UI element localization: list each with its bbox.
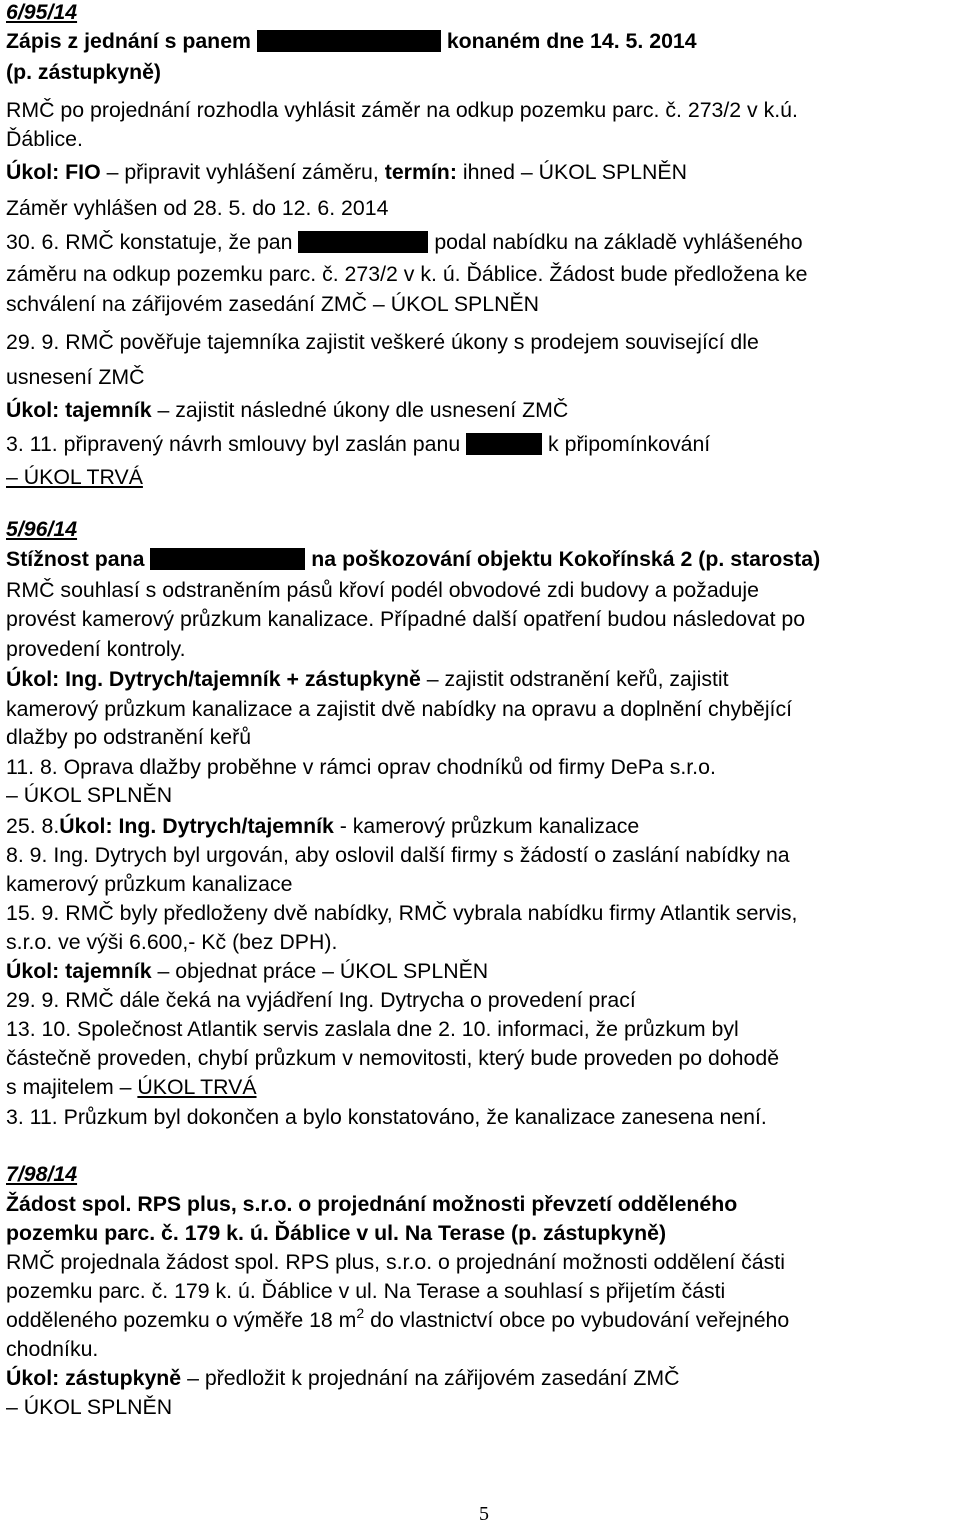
paragraph-line: pozemku parc. č. 179 k. ú. Ďáblice v ul. Na Terase a souhlasí s přijetím části bbox=[6, 1279, 726, 1303]
paragraph-line: 13. 10. Společnost Atlantik servis zaslala dne 2. 10. informaci, že průzkum byl bbox=[6, 1017, 739, 1041]
task-text: – zajistit odstranění keřů, zajistit bbox=[420, 667, 729, 691]
task-text: - kamerový průzkum kanalizace bbox=[333, 814, 640, 838]
paragraph-line bbox=[6, 432, 710, 456]
section-title bbox=[6, 29, 697, 53]
section-title bbox=[6, 547, 820, 571]
task-label: Úkol: Ing. Dytrych/tajemník + zástupkyně bbox=[6, 667, 421, 691]
paragraph-line: schválení na zářijovém zasedání ZMČ – ÚKOL SPLNĚN bbox=[6, 292, 540, 316]
status-line: – ÚKOL TRVÁ bbox=[6, 465, 143, 489]
paragraph-line: RMČ projednala žádost spol. RPS plus, s.r.o. o projednání možnosti oddělení části bbox=[6, 1250, 785, 1274]
deadline-label: termín: bbox=[384, 160, 457, 184]
task-label: Úkol: Ing. Dytrych/tajemník bbox=[59, 814, 334, 838]
paragraph-line: záměru na odkup pozemku parc. č. 273/2 v k. ú. Ďáblice. Žádost bude předložena ke bbox=[6, 262, 808, 286]
redacted-name bbox=[466, 433, 542, 455]
paragraph-line: 11. 8. Oprava dlažby proběhne v rámci oprav chodníků od firmy DePa s.r.o. bbox=[6, 755, 716, 779]
task-line bbox=[6, 1366, 680, 1390]
paragraph-line: usnesení ZMČ bbox=[6, 365, 145, 389]
paragraph-line: dlažby po odstranění keřů bbox=[6, 725, 252, 749]
paragraph-line: RMČ po projednání rozhodla vyhlásit záměr na odkup pozemku parc. č. 273/2 v k.ú. bbox=[6, 98, 798, 122]
paragraph-line bbox=[6, 1305, 790, 1332]
section-number: 5/96/14 bbox=[6, 517, 78, 541]
task-line bbox=[6, 814, 639, 838]
paragraph-line: Záměr vyhlášen od 28. 5. do 12. 6. 2014 bbox=[6, 196, 389, 220]
text-part: 3. 11. připravený návrh smlouvy byl zaslán panu bbox=[6, 432, 461, 456]
task-line bbox=[6, 667, 729, 691]
paragraph-line: kamerový průzkum kanalizace bbox=[6, 872, 293, 896]
redacted-name bbox=[257, 30, 441, 52]
task-text: – zajistit následné úkony dle usnesení ZMČ bbox=[151, 398, 569, 422]
text-part: s majitelem – bbox=[6, 1075, 138, 1099]
paragraph-line: Ďáblice. bbox=[6, 127, 83, 151]
status-line: – ÚKOL SPLNĚN bbox=[6, 783, 173, 807]
paragraph-line: kamerový průzkum kanalizace a zajistit dvě nabídky na opravu a doplnění chybějící bbox=[6, 697, 793, 721]
text-part: 30. 6. RMČ konstatuje, že pan bbox=[6, 230, 293, 254]
paragraph-line bbox=[6, 230, 803, 254]
section-subtitle: (p. zástupkyně) bbox=[6, 60, 162, 84]
section-number: 6/95/14 bbox=[6, 0, 78, 24]
paragraph-line: 15. 9. RMČ byly předloženy dvě nabídky, RMČ vybrala nabídku firmy Atlantik servis, bbox=[6, 901, 798, 925]
redacted-name bbox=[150, 548, 305, 570]
task-label: Úkol: tajemník bbox=[6, 959, 152, 983]
paragraph-line: částečně proveden, chybí průzkum v nemovitosti, který bude proveden po dohodě bbox=[6, 1046, 780, 1070]
paragraph-line bbox=[6, 1075, 257, 1099]
task-text: – objednat práce – ÚKOL SPLNĚN bbox=[151, 959, 489, 983]
text-part: podal nabídku na základě vyhlášeného bbox=[434, 230, 803, 254]
superscript: 2 bbox=[356, 1305, 365, 1321]
paragraph-line: provést kamerový průzkum kanalizace. Případné další opatření budou následovat po bbox=[6, 607, 806, 631]
title-text: na poškozování objektu Kokořínská 2 (p. starosta) bbox=[311, 547, 821, 571]
paragraph-line: s.r.o. ve výši 6.600,- Kč (bez DPH). bbox=[6, 930, 338, 954]
title-text: konaném dne 14. 5. 2014 bbox=[446, 29, 697, 53]
paragraph-line: 8. 9. Ing. Dytrych byl urgován, aby oslovil další firmy s žádostí o zaslání nabídky na bbox=[6, 843, 790, 867]
task-status: ihned – ÚKOL SPLNĚN bbox=[456, 160, 687, 184]
title-text: Zápis z jednání s panem bbox=[6, 29, 251, 53]
redacted-name bbox=[298, 231, 428, 253]
task-status: ÚKOL TRVÁ bbox=[137, 1075, 257, 1099]
status-line: – ÚKOL SPLNĚN bbox=[6, 1395, 173, 1419]
paragraph-line: RMČ souhlasí s odstraněním pásů křoví podél obvodové zdi budovy a požaduje bbox=[6, 578, 759, 602]
paragraph-line: chodníku. bbox=[6, 1337, 99, 1361]
task-text: – předložit k projednání na zářijovém zasedání ZMČ bbox=[181, 1366, 680, 1390]
paragraph-line: 3. 11. Průzkum byl dokončen a bylo konstatováno, že kanalizace zanesena není. bbox=[6, 1105, 767, 1129]
section-title: Žádost spol. RPS plus, s.r.o. o projednání možnosti převzetí odděleného bbox=[6, 1192, 738, 1216]
task-line bbox=[6, 160, 687, 184]
title-text: Stížnost pana bbox=[6, 547, 145, 571]
task-label: Úkol: tajemník bbox=[6, 398, 152, 422]
section-title: pozemku parc. č. 179 k. ú. Ďáblice v ul. Na Terase (p. zástupkyně) bbox=[6, 1221, 667, 1245]
date: 25. 8. bbox=[6, 814, 60, 838]
paragraph-line: 29. 9. RMČ pověřuje tajemníka zajistit veškeré úkony s prodejem související dle bbox=[6, 330, 759, 354]
task-label: Úkol: FIO bbox=[6, 160, 101, 184]
task-line bbox=[6, 959, 488, 983]
paragraph-line: 29. 9. RMČ dále čeká na vyjádření Ing. Dytrycha o provedení prací bbox=[6, 988, 636, 1012]
paragraph-line: provedení kontroly. bbox=[6, 637, 186, 661]
task-label: Úkol: zástupkyně bbox=[6, 1366, 182, 1390]
text-part: odděleného pozemku o výměře 18 m bbox=[6, 1308, 357, 1332]
text-part: k připomínkování bbox=[548, 432, 711, 456]
page-number: 5 bbox=[479, 1503, 489, 1525]
task-text: – připravit vyhlášení záměru, bbox=[100, 160, 385, 184]
section-number: 7/98/14 bbox=[6, 1162, 78, 1186]
text-part: do vlastnictví obce po vybudování veřejného bbox=[364, 1308, 790, 1332]
task-line bbox=[6, 398, 568, 422]
